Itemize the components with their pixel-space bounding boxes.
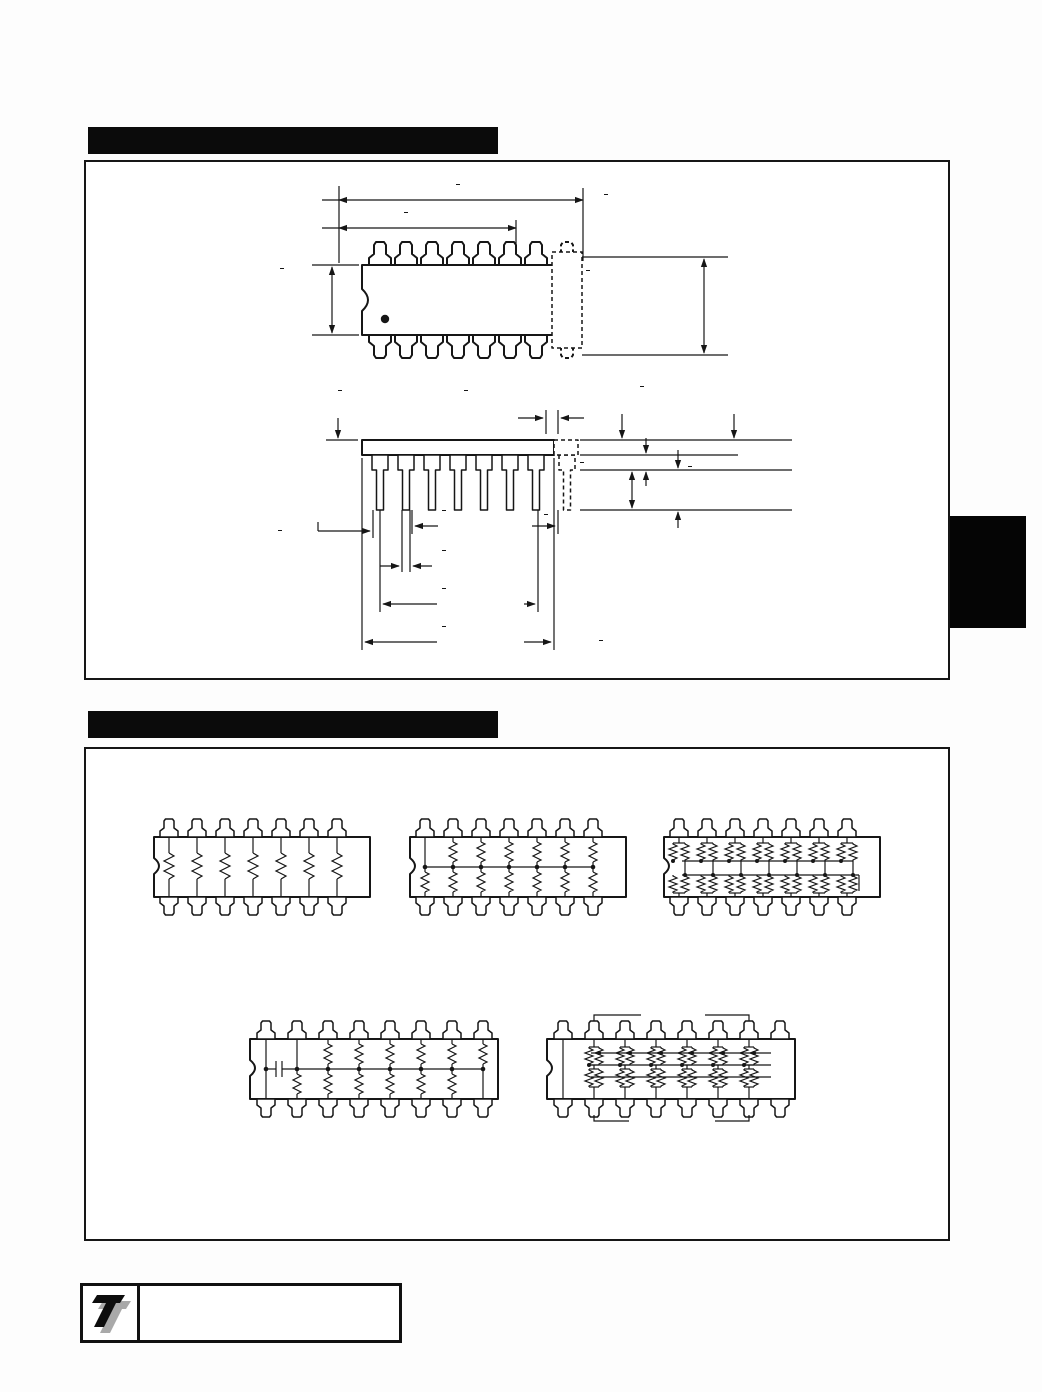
dim-135 [542,514,550,515]
dim-018 [440,550,448,551]
dim-020 [578,462,590,463]
brand-name [140,1286,399,1340]
schematics-frame [84,747,950,1241]
circuit-1-block [392,773,644,945]
dim-250 [278,268,290,269]
dim-340 [584,270,596,271]
dim-060 [638,386,650,387]
dim-125 [336,390,348,391]
tt-logo-mark [83,1286,140,1340]
circuit-42-schematic [236,1003,516,1125]
tt-logo-icon [87,1291,133,1335]
dim-tolerance [598,194,610,195]
lead-thickness-row [590,640,605,641]
dim-700 [440,626,448,627]
outline-dimensions-header [88,127,498,154]
dim-050 [462,390,474,391]
dim-080 [276,530,284,531]
dim-880 [454,184,466,185]
schematics-header [88,711,498,738]
dim-600 [440,588,448,589]
circuit-45-block [521,979,851,1184]
dim-185 [686,466,698,467]
dim-780 [402,212,414,213]
circuit-5-schematic [646,801,898,923]
notes-block [590,194,610,195]
circuit-3-block [136,773,388,945]
circuit-3-schematic [136,801,388,923]
dim-100 [440,510,448,511]
circuit-42-block [216,979,536,1184]
footer-logo-box [80,1283,402,1343]
side-view-leads [372,455,575,510]
circuit-5-block [646,773,898,945]
circuit-1-schematic [392,801,644,923]
outline-drawing [86,162,948,678]
outline-drawing-frame [84,160,950,680]
circuit-45-schematic [533,1003,813,1125]
dim-lead-thickness [597,640,605,641]
section-tab [950,516,1026,628]
pin1-indicator-dot [381,315,389,323]
